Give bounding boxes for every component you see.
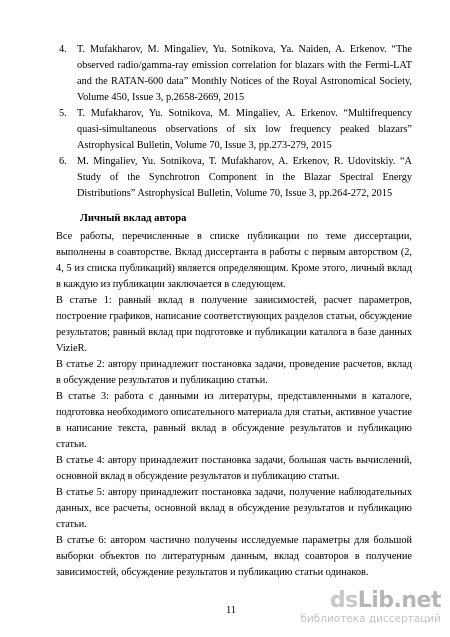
reference-item bbox=[56, 42, 412, 106]
reference-text: T. Mufakharov, Yu. Sotnikova, M. Mingaliev, A. Erkenov. “Multifrequency quasi-simultaneous observations of six low frequency peaked blazars” Astrophysical Bulletin, Volume 70, Issue 3, pp.273-279, 2015 bbox=[77, 108, 412, 151]
reference-list bbox=[56, 42, 412, 202]
paragraph: В статье 6: автором частично получены исследуемые параметры для большой выборки объектов по литературным данным, вклад соавторов в получение зависимостей, обсуждение результатов и публикацию статьи одинаков. bbox=[56, 535, 412, 578]
watermark-logo-prefix: ds bbox=[329, 588, 358, 613]
reference-text: T. Mufakharov, M. Mingaliev, Yu. Sotnikova, Ya. Naiden, A. Erkenov. “The observed radio/gamma-ray emission correlation for blazars with the Fermi-LAT and the RATAN-600 data” Monthly Notices of the Royal Astronomical Society, Volume 450, Issue 3, p.2658-2669, 2015 bbox=[77, 44, 412, 103]
body-text bbox=[56, 229, 412, 581]
reference-item bbox=[56, 106, 412, 154]
paragraph: В статье 1: равный вклад в получение зависимостей, расчет параметров, построение графиков, написание соответствующих разделов статьи, обсуждение результатов; равный вклад при подготовке и публикации каталога в базе данных VizieR. bbox=[56, 295, 412, 354]
paragraph: В статье 3: работа с данными из литературы, представленными в каталоге, подготовка необходимого описательного материала для статьи, активное участие в написание текста, равный вклад в обсуждение результатов и публикацию статьи. bbox=[56, 391, 412, 450]
watermark[interactable] bbox=[300, 590, 441, 625]
reference-number: 4. bbox=[59, 44, 67, 55]
watermark-logo-suffix: Lib.net bbox=[357, 588, 441, 613]
paragraph: Все работы, перечисленные в списке публикации по теме диссертации, выполнены в соавторстве. Вклад диссертанта в работы с первым авторством (2, 4, 5 из списка публикаций) является определяющим. Кроме этого, личный вклад в каждую из публикации заключается в следующем. bbox=[56, 231, 412, 290]
watermark-logo bbox=[300, 590, 441, 612]
page-number: 11 bbox=[226, 605, 237, 616]
paragraph: В статье 2: автору принадлежит постановка задачи, проведение расчетов, вклад в обсуждение результатов и публикацию статьи. bbox=[56, 359, 412, 386]
reference-item bbox=[56, 154, 412, 202]
paragraph: В статье 5: автору принадлежит постановка задачи, получение наблюдательных данных, все расчеты, основной вклад в обсуждение результатов и публикацию статьи. bbox=[56, 487, 412, 530]
paragraph: В статье 4: автору принадлежит постановка задачи, большая часть вычислений, основной вклад в обсуждение результатов и публикацию статьи. bbox=[56, 455, 412, 482]
reference-number: 5. bbox=[59, 108, 67, 119]
reference-number: 6. bbox=[59, 156, 67, 167]
section-title: Личный вклад автора bbox=[80, 213, 187, 224]
watermark-subtitle: библиотека диссертаций bbox=[300, 613, 441, 625]
reference-text: M. Mingaliev, Yu. Sotnikova, T. Mufakharov, A. Erkenov, R. Udovitskiy. “A Study of the Synchrotron Component in the Blazar Spectral Energy Distributions” Astrophysical Bulletin, Volume 70, Issue 3, pp.264-272, 2015 bbox=[77, 156, 412, 199]
